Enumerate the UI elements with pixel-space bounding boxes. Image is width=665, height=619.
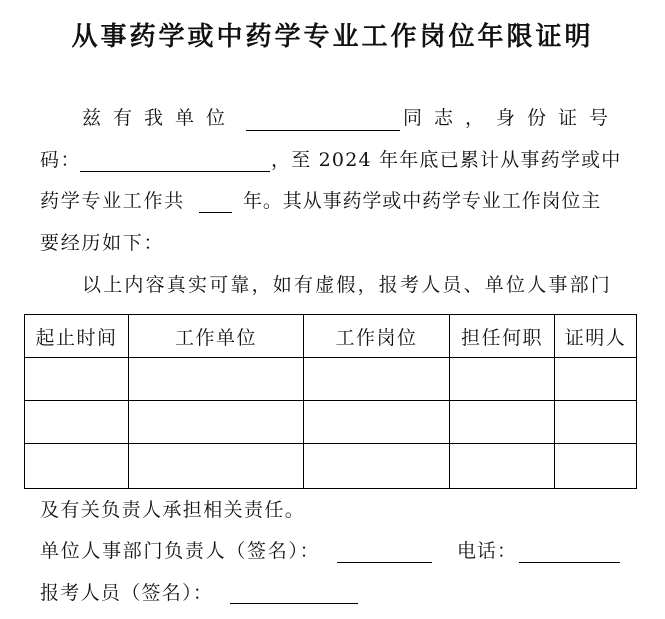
line5-text: 以上内容真实可靠，如有虚假，报考人员、单位人事部门: [82, 274, 613, 296]
table-cell[interactable]: [304, 401, 450, 444]
header-position-held: 担任何职: [450, 315, 555, 358]
line3-suffix-text: 年。其从事药学或中药学专业工作岗位主: [243, 190, 602, 212]
table-cell[interactable]: [25, 401, 129, 444]
years-blank[interactable]: [199, 212, 232, 213]
table-row: [25, 444, 637, 489]
applicant-signature-blank[interactable]: [230, 603, 358, 604]
dept-head-signature-label: 单位人事部门负责人（签名）：: [40, 540, 321, 562]
work-history-table: [24, 314, 637, 489]
header-witness: 证明人: [555, 315, 637, 358]
document-title: 从事药学或中药学专业工作岗位年限证明: [71, 22, 594, 52]
line2-prefix-text: 码：: [40, 149, 82, 171]
line6-text: 及有关负责人承担相关责任。: [40, 499, 306, 521]
table-cell[interactable]: [129, 358, 304, 401]
header-work-unit: 工作单位: [129, 315, 304, 358]
table-cell[interactable]: [450, 401, 555, 444]
table-cell[interactable]: [25, 358, 129, 401]
id-number-blank[interactable]: [80, 171, 270, 172]
table-header-row: [25, 315, 637, 358]
dept-head-signature-blank[interactable]: [337, 562, 432, 563]
header-period: 起止时间: [25, 315, 129, 358]
table-cell[interactable]: [129, 444, 304, 489]
table-row: [25, 358, 637, 401]
table-cell[interactable]: [555, 358, 637, 401]
table-cell[interactable]: [555, 401, 637, 444]
line1-suffix-text: 同志，身份证号: [403, 107, 621, 129]
table-cell[interactable]: [450, 358, 555, 401]
table-cell[interactable]: [555, 444, 637, 489]
phone-label: 电话：: [457, 540, 518, 562]
table-row: [25, 401, 637, 444]
header-work-post: 工作岗位: [304, 315, 450, 358]
table-cell[interactable]: [25, 444, 129, 489]
table-cell[interactable]: [304, 358, 450, 401]
line2-suffix-text: ，至 2024 年年底已累计从事药学或中: [271, 149, 622, 171]
phone-blank[interactable]: [519, 562, 620, 563]
line4-text: 要经历如下：: [40, 232, 165, 254]
table-cell[interactable]: [129, 401, 304, 444]
table-cell[interactable]: [304, 444, 450, 489]
table-cell[interactable]: [450, 444, 555, 489]
line3-prefix-text: 药学专业工作共: [40, 190, 185, 212]
line1-prefix-text: 兹有我单位: [82, 107, 238, 129]
applicant-signature-label: 报考人员（签名）：: [40, 582, 214, 604]
unit-person-name-blank[interactable]: [246, 130, 400, 131]
